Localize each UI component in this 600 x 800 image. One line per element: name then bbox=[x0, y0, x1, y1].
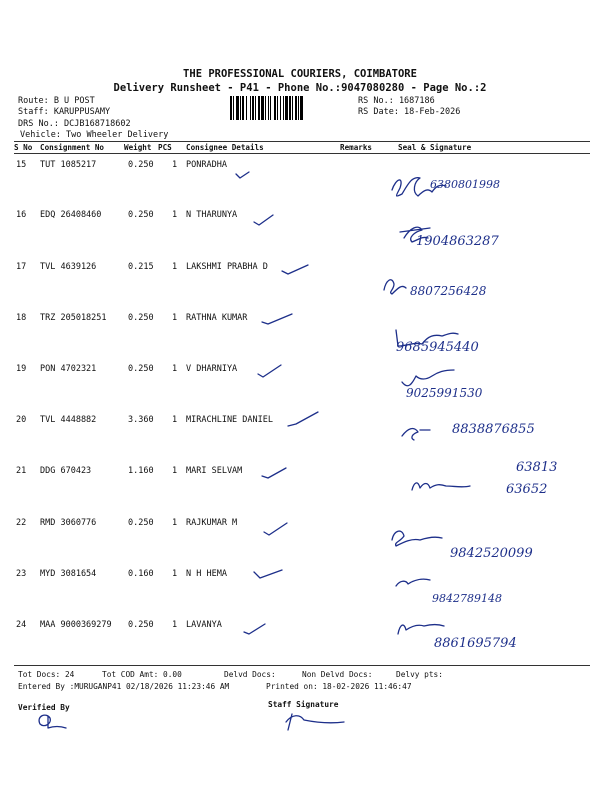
row-weight: 0.215 bbox=[128, 262, 154, 272]
runsheet-subtitle: Delivery Runsheet - P41 - Phone No.:9047080280 - Page No.:2 bbox=[113, 82, 487, 94]
rs-number: RS No.: 1687186 bbox=[358, 96, 435, 106]
route-label: Route: B U POST bbox=[18, 96, 95, 106]
verifier-signature bbox=[39, 715, 66, 728]
signature-phone: 1904863287 bbox=[416, 234, 499, 249]
row-weight: 0.250 bbox=[128, 518, 154, 528]
row-consignment: RMD 3060776 bbox=[40, 518, 97, 528]
signature-phone: 6380801998 bbox=[430, 178, 500, 191]
row-pcs: 1 bbox=[172, 620, 178, 630]
row-pcs: 1 bbox=[172, 364, 178, 374]
row-weight: 0.250 bbox=[128, 210, 154, 220]
row-weight: 0.250 bbox=[128, 364, 154, 374]
row-consignee: LAKSHMI PRABHA D bbox=[186, 262, 268, 272]
col-pcs: PCS bbox=[158, 143, 172, 152]
row-pcs: 1 bbox=[172, 262, 178, 272]
company-title: THE PROFESSIONAL COURIERS, COIMBATORE bbox=[183, 68, 417, 80]
vehicle-label: Vehicle: Two Wheeler Delivery bbox=[20, 130, 169, 140]
col-remarks: Remarks bbox=[340, 143, 373, 152]
row-consignee: MIRACHLINE DANIEL bbox=[186, 415, 273, 425]
col-seal-signature: Seal & Signature bbox=[398, 143, 472, 152]
row-consignee: LAVANYA bbox=[186, 620, 222, 630]
col-consignee: Consignee Details bbox=[186, 143, 264, 152]
signature-phone: 9025991530 bbox=[406, 386, 483, 400]
signature-phone: 8807256428 bbox=[410, 284, 487, 298]
row-sno: 24 bbox=[16, 620, 27, 630]
staff-signature-label: Staff Signature bbox=[268, 700, 339, 709]
total-cod-amount: Tot COD Amt: 0.00 bbox=[102, 670, 182, 679]
row-consignment: EDQ 26408460 bbox=[40, 210, 102, 220]
row-pcs: 1 bbox=[172, 210, 178, 220]
row-consignment: TVL 4639126 bbox=[40, 262, 97, 272]
total-docs: Tot Docs: 24 bbox=[18, 670, 75, 679]
row-consignment: TVL 4448882 bbox=[40, 415, 97, 425]
row-consignee: N THARUNYA bbox=[186, 210, 238, 220]
rs-date: RS Date: 18-Feb-2026 bbox=[358, 107, 461, 117]
row-pcs: 1 bbox=[172, 569, 178, 579]
row-weight: 0.250 bbox=[128, 313, 154, 323]
row-consignee: N H HEMA bbox=[186, 569, 227, 579]
row-consignee: RAJKUMAR M bbox=[186, 518, 238, 528]
row-sno: 22 bbox=[16, 518, 27, 528]
row-consignment: MAA 9000369279 bbox=[40, 620, 112, 630]
staff-label: Staff: KARUPPUSAMY bbox=[18, 107, 111, 117]
row-weight: 1.160 bbox=[128, 466, 154, 476]
row-pcs: 1 bbox=[172, 160, 178, 170]
row-consignee: MARI SELVAM bbox=[186, 466, 243, 476]
delivery-points: Delvy pts: bbox=[396, 670, 443, 679]
row-consignee: V DHARNIYA bbox=[186, 364, 238, 374]
row-weight: 3.360 bbox=[128, 415, 154, 425]
col-sno: S No bbox=[14, 143, 33, 152]
delivered-docs: Delvd Docs: bbox=[224, 670, 276, 679]
signature-phone: 63813 bbox=[516, 460, 558, 475]
staff-signature bbox=[286, 714, 344, 730]
row-sno: 19 bbox=[16, 364, 27, 374]
row-sno: 18 bbox=[16, 313, 27, 323]
row-consignee: PONRADHA bbox=[186, 160, 227, 170]
row-sno: 16 bbox=[16, 210, 27, 220]
row-weight: 0.250 bbox=[128, 620, 154, 630]
row-pcs: 1 bbox=[172, 466, 178, 476]
row-sno: 20 bbox=[16, 415, 27, 425]
row-pcs: 1 bbox=[172, 415, 178, 425]
row-weight: 0.160 bbox=[128, 569, 154, 579]
signature-phone: 8861695794 bbox=[434, 636, 517, 651]
row-consignment: PON 4702321 bbox=[40, 364, 97, 374]
signature-phone: 9685945440 bbox=[396, 340, 479, 355]
col-consignment: Consignment No bbox=[40, 143, 105, 152]
signature-phone: 9842789148 bbox=[432, 592, 502, 605]
entered-by: Entered By :MURUGANP41 02/18/2026 11:23:46 AM bbox=[18, 682, 230, 691]
row-sno: 23 bbox=[16, 569, 27, 579]
row-sno: 21 bbox=[16, 466, 27, 476]
signature-phone-secondary: 63652 bbox=[506, 482, 548, 497]
row-sno: 15 bbox=[16, 160, 27, 170]
row-pcs: 1 bbox=[172, 518, 178, 528]
row-consignment: MYD 3081654 bbox=[40, 569, 97, 579]
printed-on: Printed on: 18-02-2026 11:46:47 bbox=[266, 682, 412, 691]
row-consignee: RATHNA KUMAR bbox=[186, 313, 248, 323]
row-consignment: DDG 670423 bbox=[40, 466, 92, 476]
row-consignment: TUT 1085217 bbox=[40, 160, 97, 170]
row-weight: 0.250 bbox=[128, 160, 154, 170]
row-consignment: TRZ 205018251 bbox=[40, 313, 107, 323]
non-delivered-docs: Non Delvd Docs: bbox=[302, 670, 373, 679]
verified-by-label: Verified By bbox=[18, 703, 70, 712]
signature-phone: 8838876855 bbox=[452, 422, 535, 437]
signature-phone: 9842520099 bbox=[450, 546, 533, 561]
drs-number: DRS No.: DCJB168718602 bbox=[18, 119, 131, 129]
row-sno: 17 bbox=[16, 262, 27, 272]
row-pcs: 1 bbox=[172, 313, 178, 323]
col-weight: Weight bbox=[124, 143, 152, 152]
